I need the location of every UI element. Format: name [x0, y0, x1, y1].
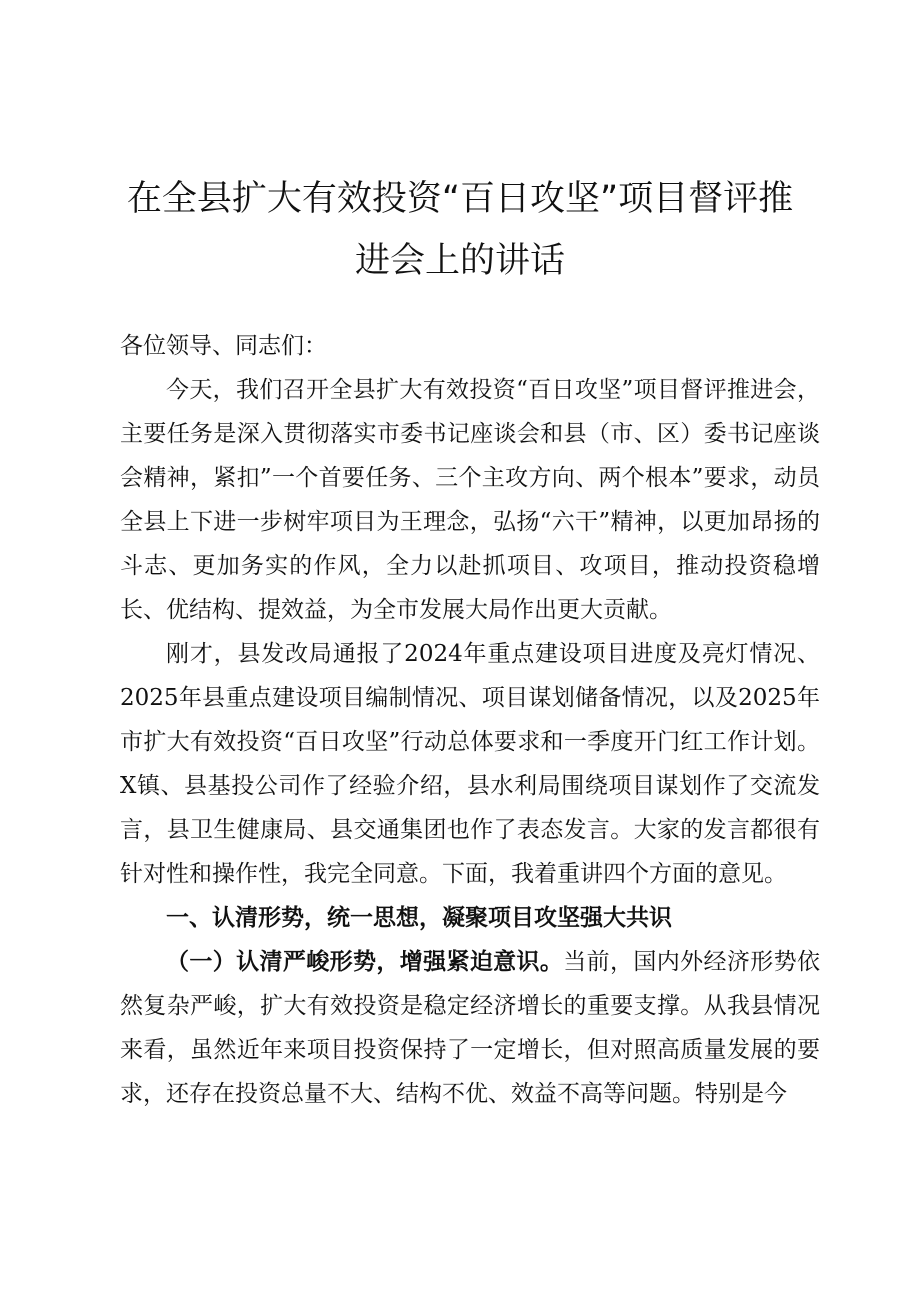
- paragraph-3-body: 当前，国内外经济形势依然复杂严峻，扩大有效投资是稳定经济增长的重要支撑。从我县情况来看，虽然近年来项目投资保持了一定增长，但对照高质量发展的要求，还存在投资总量不大、结构不优、效益不高等问题。特别是今: [120, 949, 821, 1107]
- paragraph-2: 刚才，县发改局通报了2024年重点建设项目进度及亮灯情况、2025年县重点建设项目编制情况、项目谋划储备情况，以及2025年市扩大有效投资“百日攻坚”行动总体要求和一季度开门红工作计划。X镇、县基投公司作了经验介绍，县水利局围绕项目谋划作了交流发言，县卫生健康局、县交通集团也作了表态发言。大家的发言都很有针对性和操作性，我完全同意。下面，我着重讲四个方面的意见。: [120, 641, 820, 887]
- paragraph-1: 今天，我们召开全县扩大有效投资“百日攻坚”项目督评推进会，主要任务是深入贯彻落实市委书记座谈会和县（市、区）委书记座谈会精神，紧扣”一个首要任务、三个主攻方向、两个根本”要求，动员全县上下进一步树牢项目为王理念，弘扬“六干”精神，以更加昂扬的斗志、更加务实的作风，全力以赴抓项目、攻项目，推动投资稳增长、优结构、提效益，为全市发展大局作出更大贡献。: [120, 377, 820, 623]
- paragraph-3: [120, 940, 820, 1116]
- title-line-2: 进会上的讲话: [354, 241, 565, 281]
- document-title: [110, 168, 810, 292]
- document-body: [120, 324, 820, 1116]
- greeting: 各位领导、同志们：: [120, 333, 327, 359]
- section-heading-1: 一、认清形势，统一思想，凝聚项目攻坚强大共识: [166, 905, 672, 931]
- title-line-1: 在全县扩大有效投资“百日攻坚”项目督评推: [126, 179, 794, 219]
- subsection-heading-1: （一）认清严峻形势，增强紧迫意识。: [166, 949, 564, 975]
